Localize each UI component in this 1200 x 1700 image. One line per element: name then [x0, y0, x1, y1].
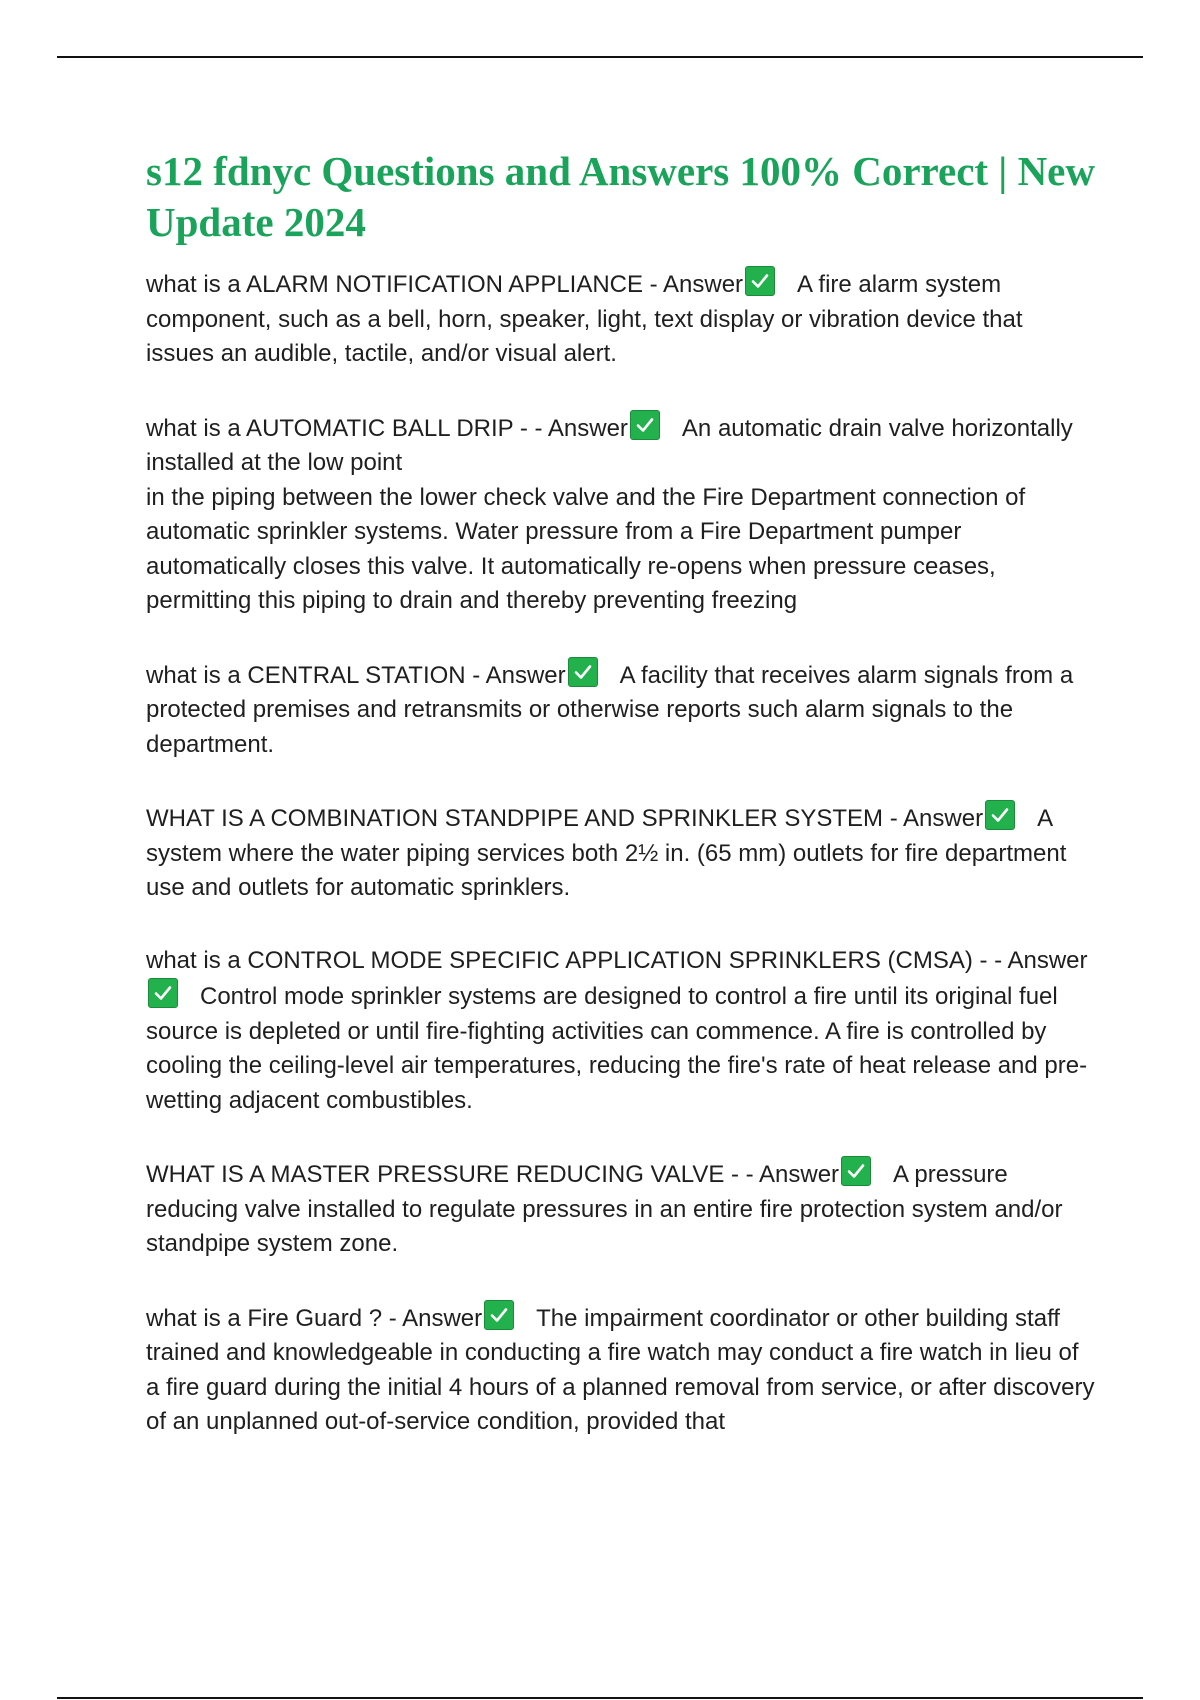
document-body	[146, 146, 1096, 1478]
answer-continuation: in the piping between the lower check valve and the Fire Department connection of automatic sprinkler systems. Water pressure from a Fire Department pumper automatically closes this valve. It automatically re-opens when pressure ceases, permitting this piping to drain and thereby preventing freezing	[146, 483, 1026, 614]
top-rule	[57, 56, 1143, 58]
answer-text: A system where the water piping services both 2½ in. (65 mm) outlets for fire department use and outlets for automatic sprinklers.	[146, 805, 1067, 901]
qa-text	[146, 657, 1096, 763]
qa-entry	[146, 410, 1096, 619]
qa-text	[146, 1300, 1096, 1440]
bottom-rule	[57, 1697, 1143, 1699]
answer-text: The impairment coordinator or other building staff trained and knowledgeable in conducting a fire watch may conduct a fire watch in lieu of a fire guard during the initial 4 hours of a planned removal from service, or after discovery of an unplanned out-of-service condition, provided that	[146, 1304, 1095, 1435]
check-mark-icon	[630, 410, 660, 440]
qa-text	[146, 944, 1096, 1119]
question-text: what is a Fire Guard ? - Answer	[146, 1304, 483, 1332]
qa-entry	[146, 800, 1096, 906]
question-text: what is a ALARM NOTIFICATION APPLIANCE - Answer	[146, 271, 744, 298]
qa-text	[146, 1156, 1096, 1262]
question-text: what is a AUTOMATIC BALL DRIP - - Answer	[146, 414, 628, 442]
qa-text	[146, 410, 1096, 481]
qa-text	[146, 800, 1096, 906]
check-mark-icon	[484, 1300, 514, 1330]
qa-entry	[146, 944, 1096, 1119]
check-mark-icon	[568, 657, 598, 687]
question-text: what is a CONTROL MODE SPECIFIC APPLICATION SPRINKLERS (CMSA) - - Answer	[146, 946, 1088, 974]
answer-text: A fire alarm system component, such as a bell, horn, speaker, light, text display or vibration device that issues an audible, tactile, and/or visual alert.	[146, 271, 1023, 367]
page-title: s12 fdnyc Questions and Answers 100% Correct | New Update 2024	[146, 148, 1095, 245]
question-text: WHAT IS A MASTER PRESSURE REDUCING VALVE - - Answer	[146, 1161, 840, 1188]
qa-entry	[146, 1156, 1096, 1262]
qa-text	[146, 266, 1096, 372]
answer-text: A pressure reducing valve installed to regulate pressures in an entire fire protection system and/or standpipe system zone.	[146, 1161, 1063, 1257]
qa-entry	[146, 1300, 1096, 1440]
answer-text: A facility that receives alarm signals from a protected premises and retransmits or otherwise reports such alarm signals to the department.	[146, 661, 1074, 758]
answer-text: Control mode sprinkler systems are designed to control a fire until its original fuel source is depleted or until fire-fighting activities can commence. A fire is controlled by cooling the ceiling-level air temperatures, reducing the fire's rate of heat release and pre-wetting adjacent combustibles.	[146, 983, 1088, 1114]
answer-text: An automatic drain valve horizontally installed at the low point	[146, 414, 1073, 476]
question-text: what is a CENTRAL STATION - Answer	[146, 661, 566, 689]
check-mark-icon	[841, 1156, 871, 1186]
qa-entry	[146, 657, 1096, 763]
qa-entry	[146, 266, 1096, 372]
check-mark-icon	[985, 800, 1015, 830]
question-text: WHAT IS A COMBINATION STANDPIPE AND SPRINKLER SYSTEM - Answer	[146, 805, 984, 832]
check-mark-icon	[745, 266, 775, 296]
check-mark-icon	[148, 978, 178, 1008]
